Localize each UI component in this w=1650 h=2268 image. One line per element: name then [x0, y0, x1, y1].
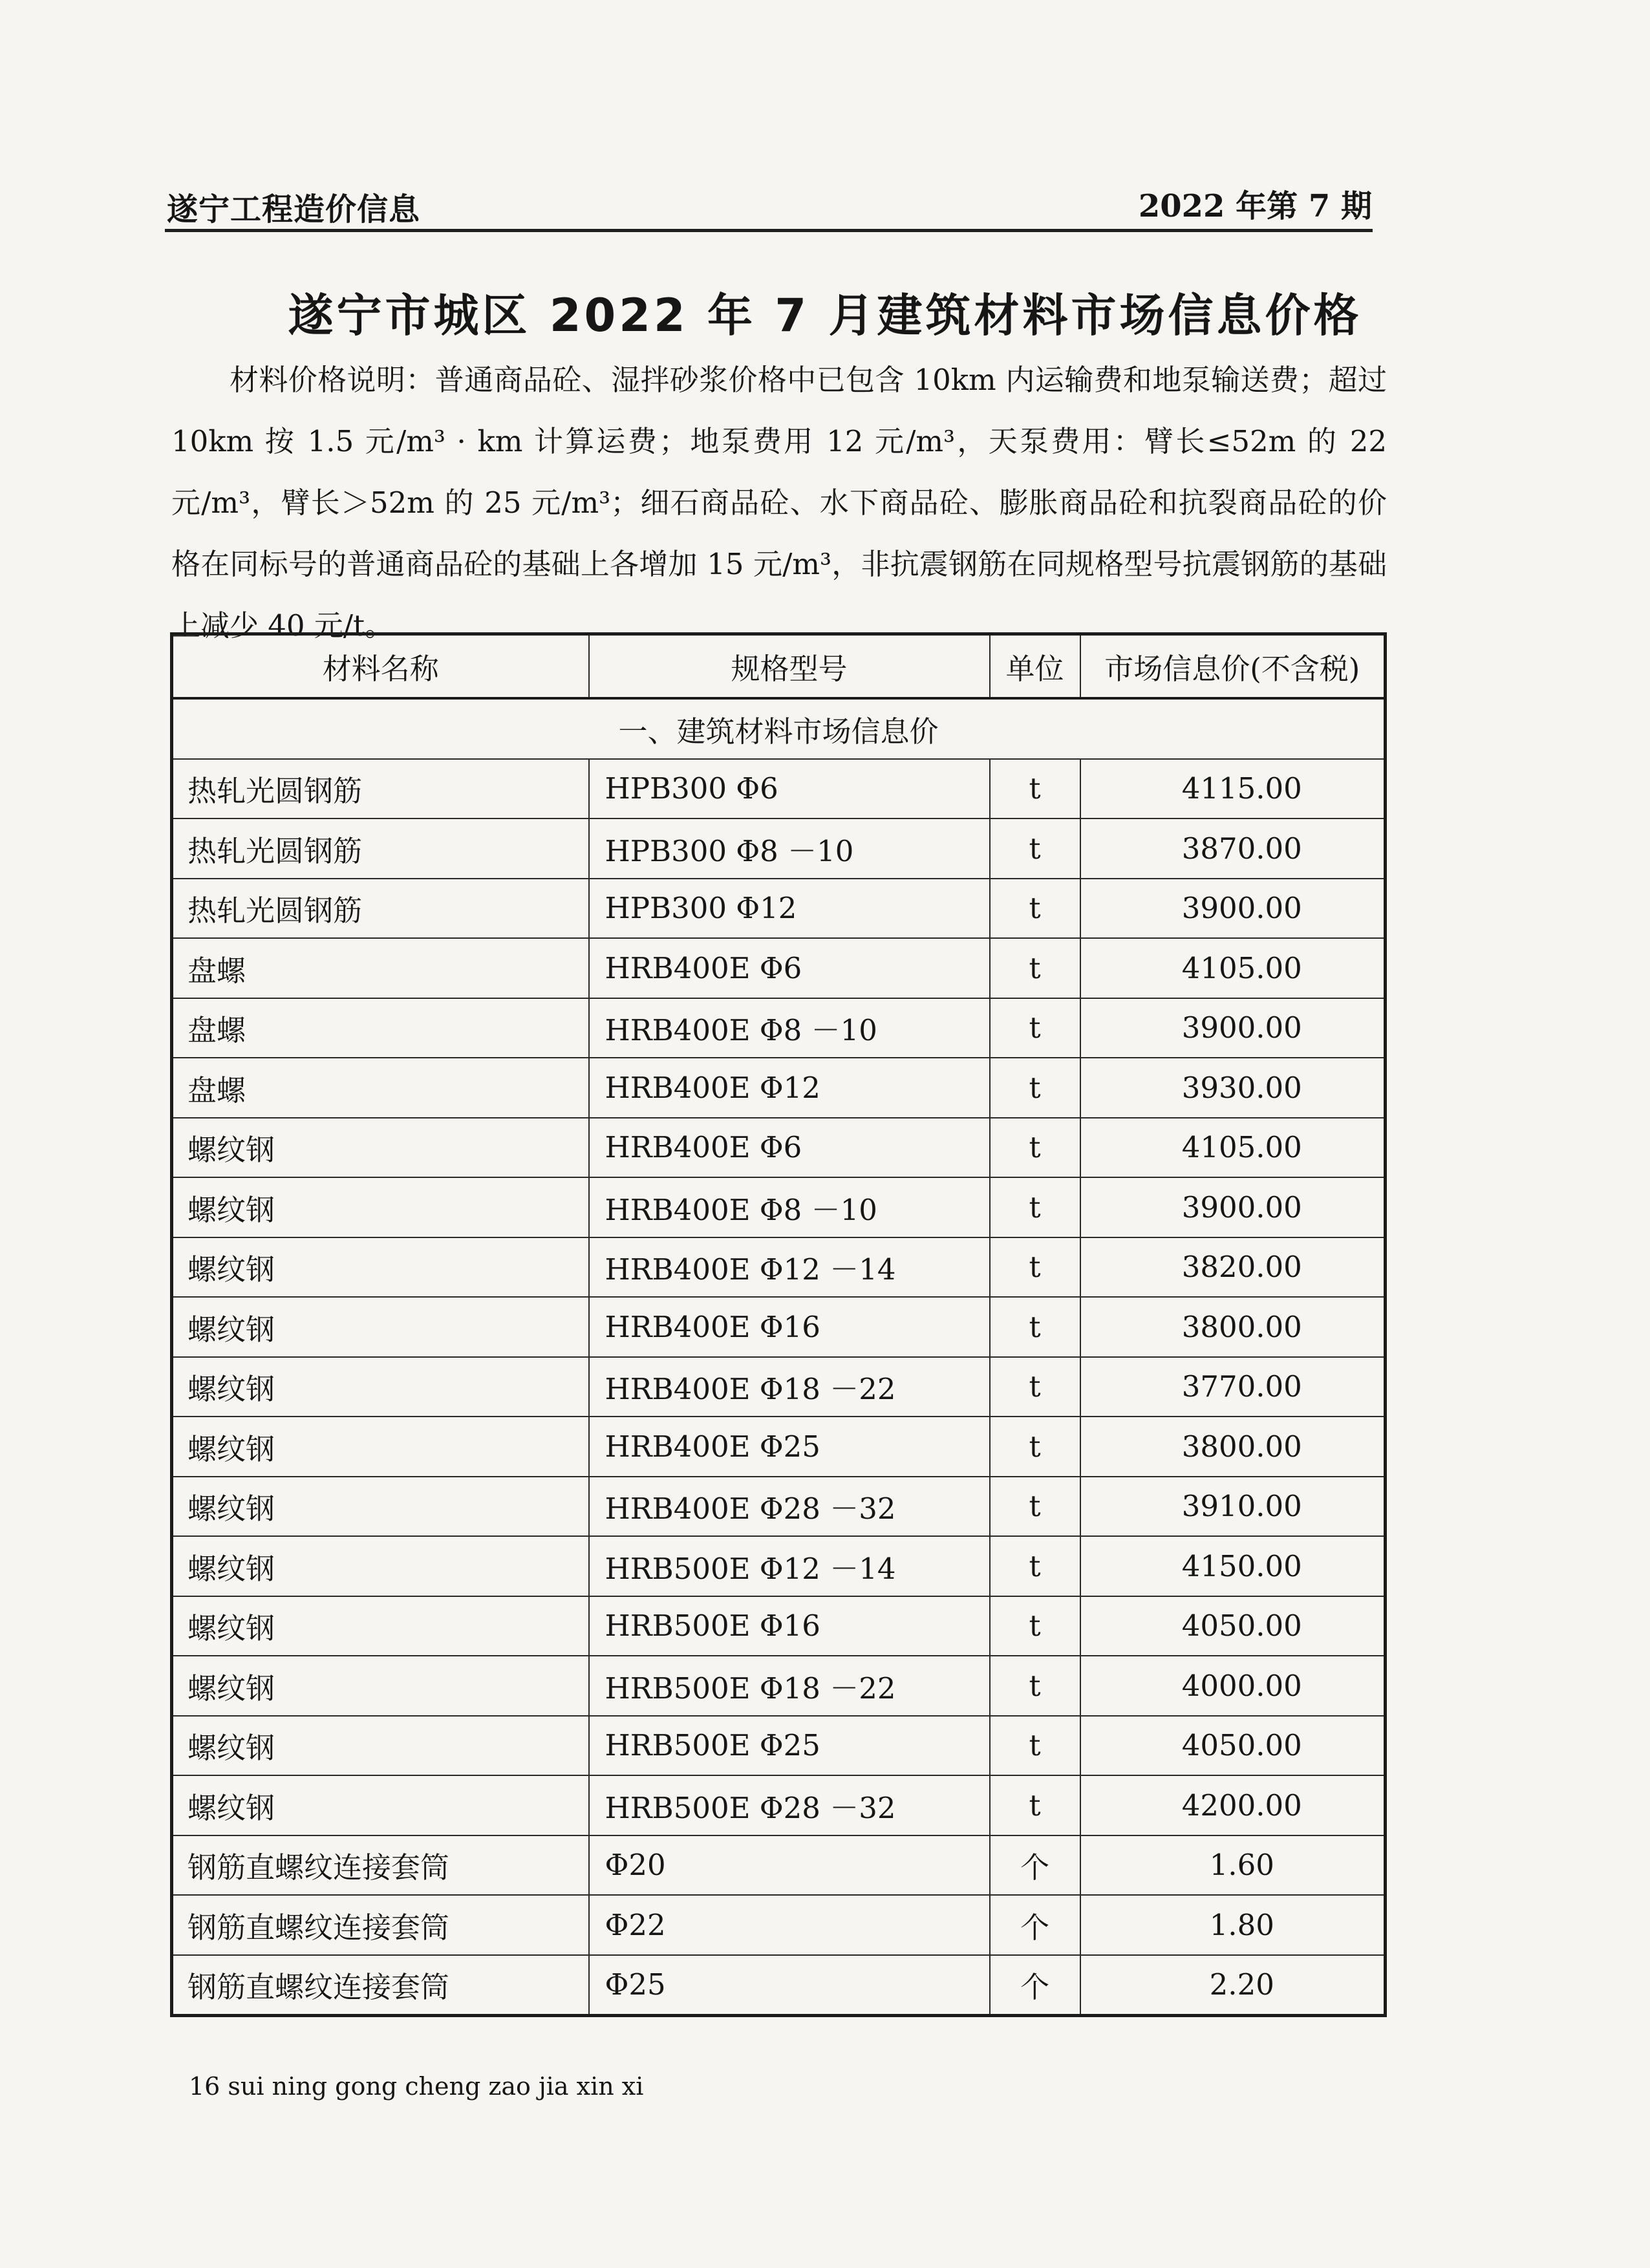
header-price: 市场信息价(不含税): [1080, 634, 1386, 699]
unit-cell: t: [990, 759, 1080, 819]
price-cell: 4050.00: [1080, 1716, 1386, 1776]
table-row: [172, 1357, 1386, 1417]
table-row: [172, 879, 1386, 939]
price-cell: 4105.00: [1080, 938, 1386, 998]
unit-cell: t: [990, 1357, 1080, 1417]
unit-cell: t: [990, 1237, 1080, 1298]
table-row: [172, 759, 1386, 819]
spec-cell: Φ25: [589, 1955, 990, 2016]
issue-number: 2022 年第 7 期: [1138, 188, 1372, 224]
material-name-cell: 螺纹钢: [172, 1536, 589, 1596]
table-row: [172, 1477, 1386, 1537]
price-table: [170, 632, 1387, 2017]
price-cell: 4050.00: [1080, 1596, 1386, 1656]
unit-cell: t: [990, 938, 1080, 998]
table-row: [172, 1536, 1386, 1596]
material-name-cell: 螺纹钢: [172, 1417, 589, 1477]
spec-cell: HRB400E Φ25: [589, 1417, 990, 1477]
table-row: [172, 1118, 1386, 1178]
unit-cell: t: [990, 998, 1080, 1058]
table-row: [172, 1895, 1386, 1955]
price-cell: 3900.00: [1080, 998, 1386, 1058]
unit-cell: t: [990, 1716, 1080, 1776]
spec-cell: HRB400E Φ6: [589, 938, 990, 998]
price-cell: 1.80: [1080, 1895, 1386, 1955]
spec-cell: HRB400E Φ12: [589, 1058, 990, 1118]
material-name-cell: 钢筋直螺纹连接套筒: [172, 1895, 589, 1955]
unit-cell: 个: [990, 1895, 1080, 1955]
spec-cell: Φ20: [589, 1835, 990, 1896]
spec-cell: HRB400E Φ18 －22: [589, 1357, 990, 1417]
spec-cell: HPB300 Φ8 －10: [589, 818, 990, 879]
table-row: [172, 998, 1386, 1058]
material-name-cell: 螺纹钢: [172, 1596, 589, 1656]
unit-cell: t: [990, 1118, 1080, 1178]
unit-cell: t: [990, 879, 1080, 939]
material-name-cell: 盘螺: [172, 998, 589, 1058]
spec-cell: HRB500E Φ18 －22: [589, 1656, 990, 1716]
unit-cell: t: [990, 1058, 1080, 1118]
table-row: [172, 1417, 1386, 1477]
spec-cell: HRB500E Φ12 －14: [589, 1536, 990, 1596]
spec-cell: HRB400E Φ8 －10: [589, 1177, 990, 1237]
price-cell: 3770.00: [1080, 1357, 1386, 1417]
unit-cell: 个: [990, 1955, 1080, 2016]
unit-cell: t: [990, 1775, 1080, 1835]
table-row: [172, 1716, 1386, 1776]
table-row: [172, 1177, 1386, 1237]
spec-cell: HRB400E Φ28 －32: [589, 1477, 990, 1537]
material-name-cell: 热轧光圆钢筋: [172, 879, 589, 939]
unit-cell: 个: [990, 1835, 1080, 1896]
price-cell: 3800.00: [1080, 1297, 1386, 1357]
unit-cell: t: [990, 1596, 1080, 1656]
spec-cell: HPB300 Φ6: [589, 759, 990, 819]
price-cell: 3900.00: [1080, 879, 1386, 939]
table-row: [172, 1297, 1386, 1357]
header-divider: [165, 229, 1373, 232]
material-name-cell: 螺纹钢: [172, 1237, 589, 1298]
table-row: [172, 1775, 1386, 1835]
spec-cell: HRB400E Φ16: [589, 1297, 990, 1357]
header-spec: 规格型号: [589, 634, 990, 699]
material-name-cell: 螺纹钢: [172, 1297, 589, 1357]
spec-cell: HRB500E Φ16: [589, 1596, 990, 1656]
material-name-cell: 螺纹钢: [172, 1716, 589, 1776]
page-title: 遂宁市城区 2022 年 7 月建筑材料市场信息价格: [288, 289, 1362, 342]
spec-cell: HRB400E Φ8 －10: [589, 998, 990, 1058]
header-unit: 单位: [990, 634, 1080, 699]
table-row: [172, 938, 1386, 998]
table-row: [172, 1835, 1386, 1896]
publication-name: 遂宁工程造价信息: [167, 191, 421, 228]
table-row: [172, 1955, 1386, 2016]
price-cell: 3820.00: [1080, 1237, 1386, 1298]
table-row: [172, 1596, 1386, 1656]
price-cell: 4105.00: [1080, 1118, 1386, 1178]
unit-cell: t: [990, 1177, 1080, 1237]
table-row: [172, 1058, 1386, 1118]
material-name-cell: 热轧光圆钢筋: [172, 759, 589, 819]
price-notes-paragraph: 材料价格说明：普通商品砼、湿拌砂浆价格中已包含 10km 内运输费和地泵输送费；超过 10km 按 1.5 元/m³ · km 计算运费；地泵费用 12 元/m³，天泵费用：臂长≤52m 的 22 元/m³，臂长＞52m 的 25 元/m³；细石商品砼、水下商品砼、膨胀商品砼和抗裂商品砼的价格在同标号的普通商品砼的基础上各增加 15 元/m³，非抗震钢筋在同规格型号抗震钢筋的基础上减少 40 元/t。: [171, 363, 1387, 643]
unit-cell: t: [990, 1297, 1080, 1357]
table-row: [172, 1656, 1386, 1716]
page-footer: 16 sui ning gong cheng zao jia xin xi: [189, 2072, 644, 2101]
section-title: 一、建筑材料市场信息价: [172, 698, 1386, 759]
price-cell: 3910.00: [1080, 1477, 1386, 1537]
unit-cell: t: [990, 1656, 1080, 1716]
spec-cell: HRB400E Φ6: [589, 1118, 990, 1178]
material-name-cell: 螺纹钢: [172, 1118, 589, 1178]
material-name-cell: 盘螺: [172, 938, 589, 998]
price-cell: 4000.00: [1080, 1656, 1386, 1716]
price-cell: 4150.00: [1080, 1536, 1386, 1596]
price-cell: 3930.00: [1080, 1058, 1386, 1118]
spec-cell: HRB400E Φ12 －14: [589, 1237, 990, 1298]
unit-cell: t: [990, 1477, 1080, 1537]
spec-cell: HRB500E Φ25: [589, 1716, 990, 1776]
section-row: [172, 698, 1386, 759]
material-name-cell: 螺纹钢: [172, 1656, 589, 1716]
price-cell: 3800.00: [1080, 1417, 1386, 1477]
header-material-name: 材料名称: [172, 634, 589, 699]
spec-cell: HPB300 Φ12: [589, 879, 990, 939]
price-cell: 4200.00: [1080, 1775, 1386, 1835]
material-name-cell: 钢筋直螺纹连接套筒: [172, 1955, 589, 2016]
material-name-cell: 螺纹钢: [172, 1177, 589, 1237]
material-name-cell: 螺纹钢: [172, 1357, 589, 1417]
table-header-row: [172, 634, 1386, 699]
material-name-cell: 螺纹钢: [172, 1477, 589, 1537]
table-row: [172, 818, 1386, 879]
price-cell: 3870.00: [1080, 818, 1386, 879]
table-row: [172, 1237, 1386, 1298]
unit-cell: t: [990, 1417, 1080, 1477]
price-cell: 2.20: [1080, 1955, 1386, 2016]
unit-cell: t: [990, 1536, 1080, 1596]
price-cell: 4115.00: [1080, 759, 1386, 819]
material-name-cell: 热轧光圆钢筋: [172, 818, 589, 879]
spec-cell: Φ22: [589, 1895, 990, 1955]
spec-cell: HRB500E Φ28 －32: [589, 1775, 990, 1835]
price-cell: 1.60: [1080, 1835, 1386, 1896]
material-name-cell: 钢筋直螺纹连接套筒: [172, 1835, 589, 1896]
table-body: [172, 698, 1386, 2016]
price-cell: 3900.00: [1080, 1177, 1386, 1237]
material-name-cell: 螺纹钢: [172, 1775, 589, 1835]
unit-cell: t: [990, 818, 1080, 879]
material-name-cell: 盘螺: [172, 1058, 589, 1118]
